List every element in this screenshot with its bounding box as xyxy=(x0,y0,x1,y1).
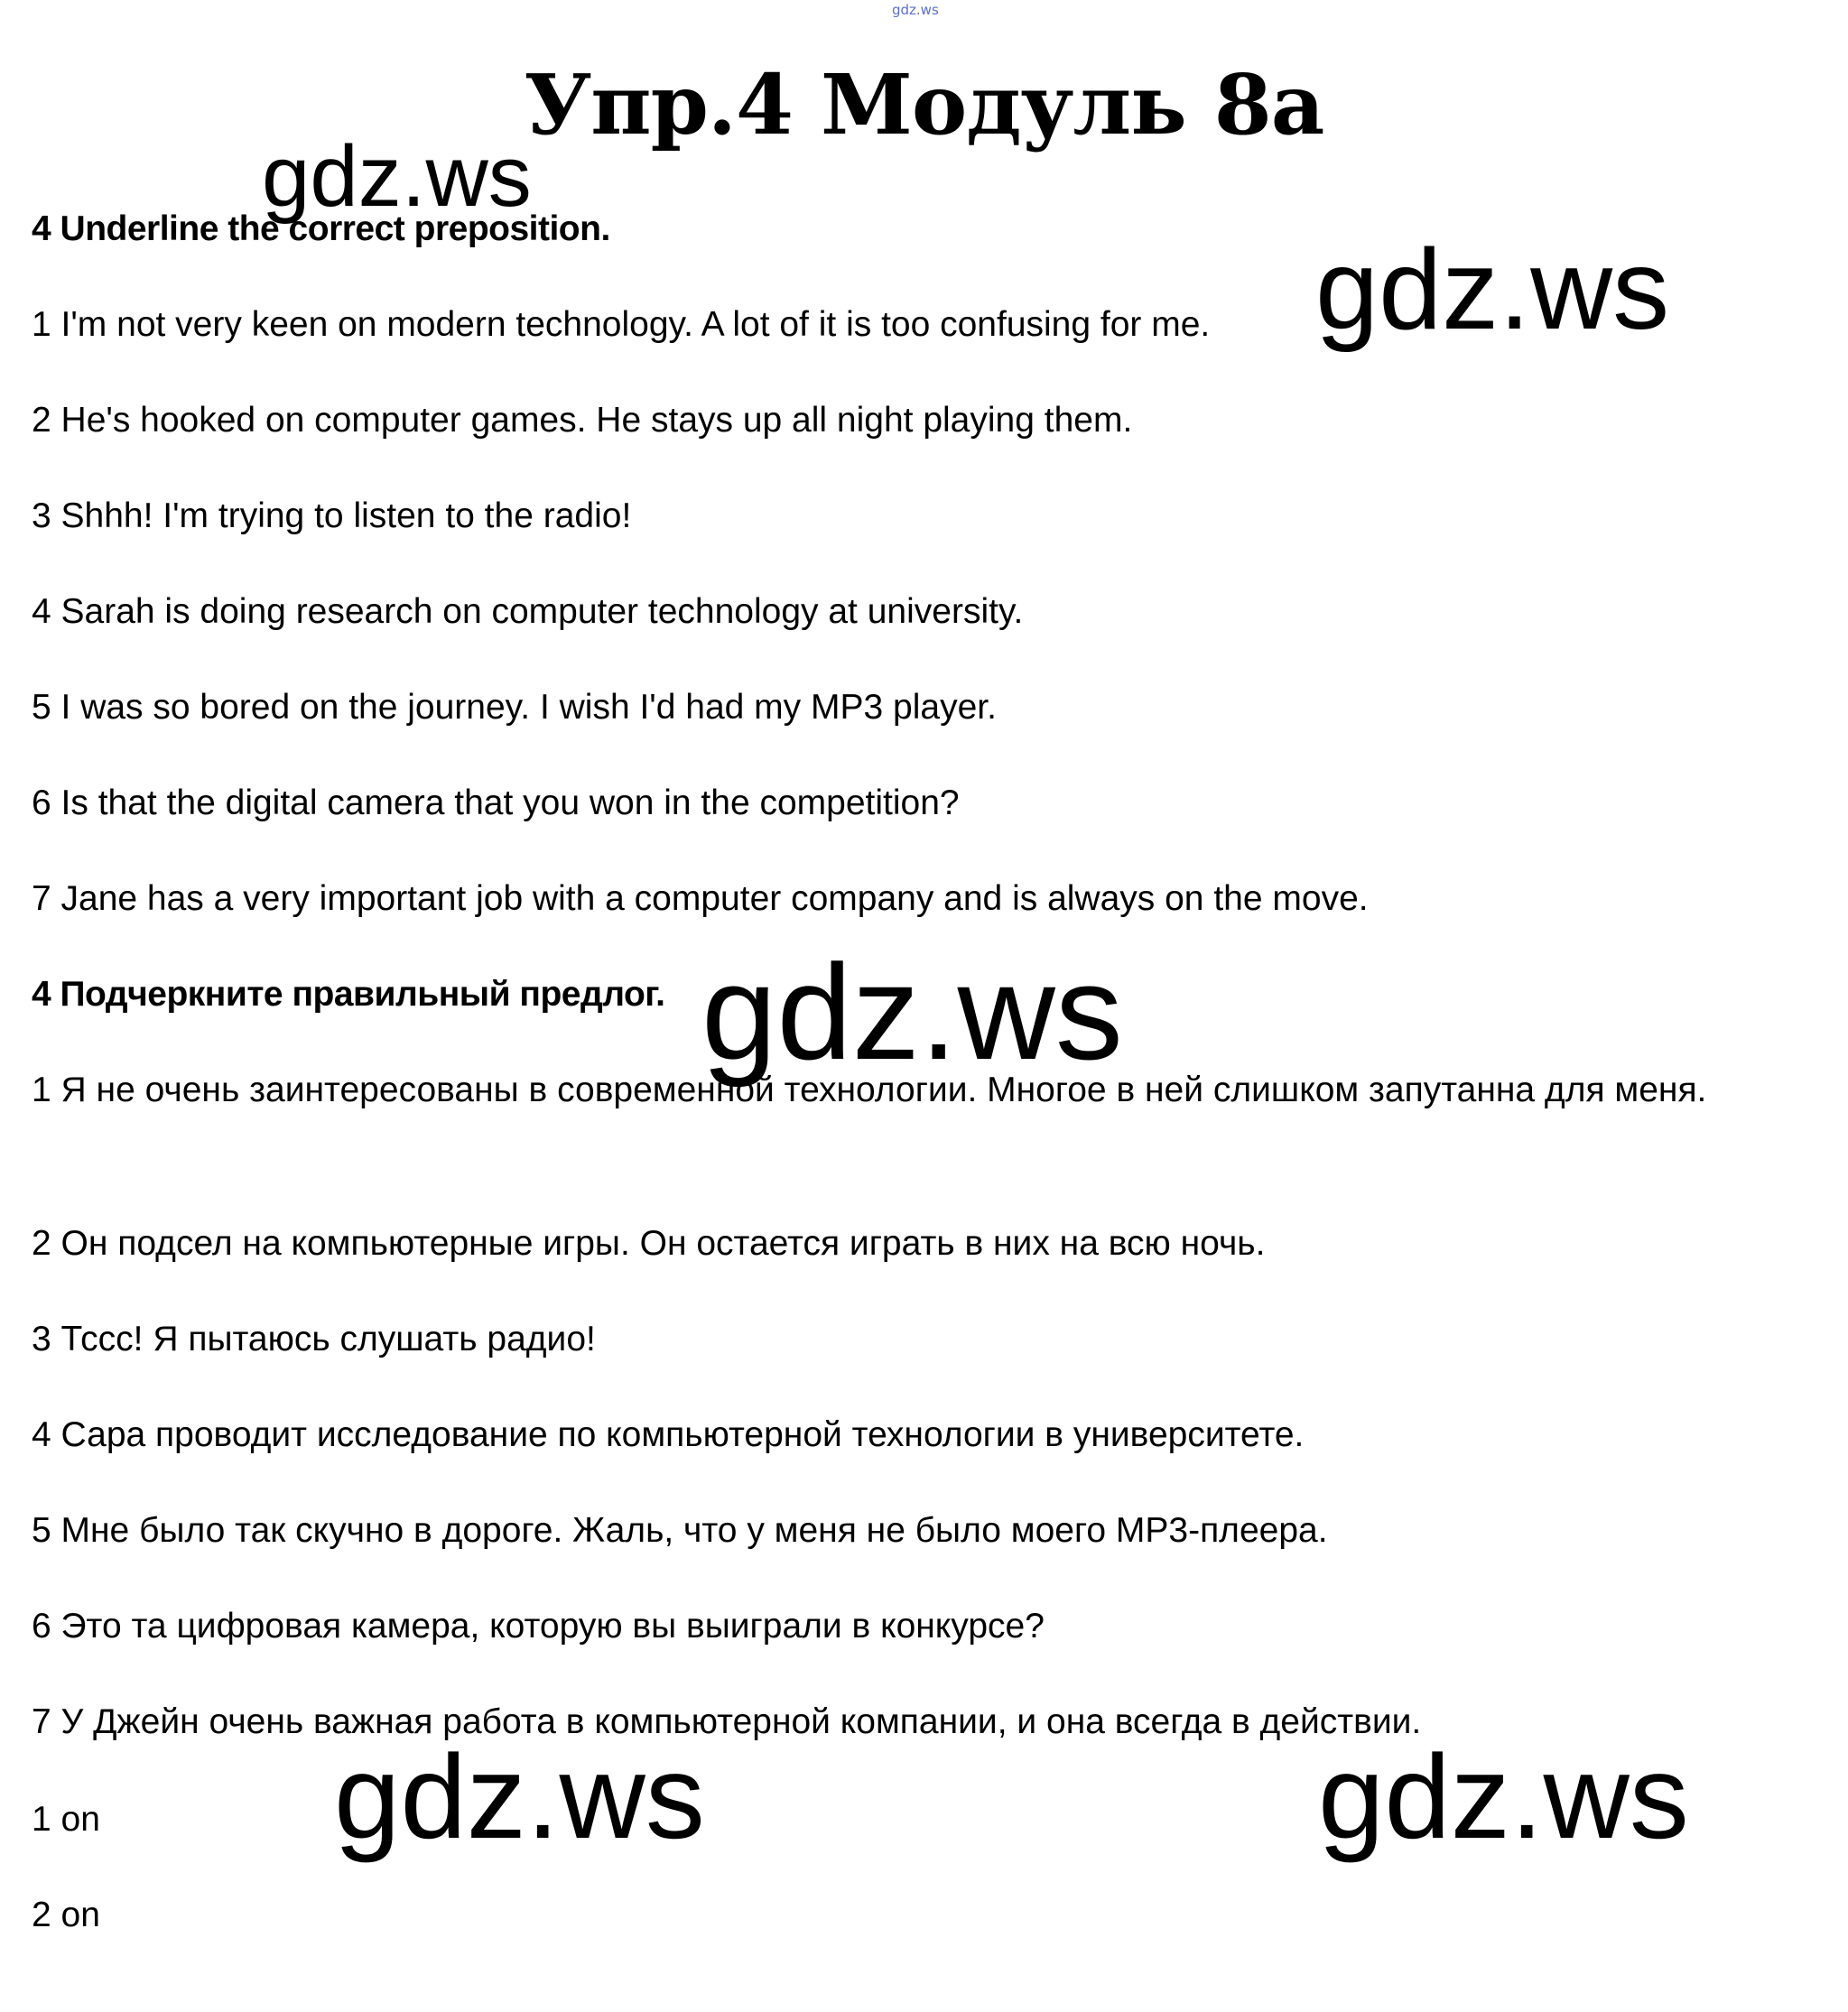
exercise-item-english: 5 I was so bored on the journey. I wish I'd had my MP3 player. xyxy=(32,688,997,727)
watermark: gdz.ws xyxy=(1315,226,1670,353)
exercise-item-english: 7 Jane has a very important job with a computer company and is always on the move. xyxy=(32,879,1369,918)
exercise-item-english: 4 Sarah is doing research on computer technology at university. xyxy=(32,592,1024,631)
exercise-heading-english: 4 Underline the correct preposition. xyxy=(32,209,610,248)
answer-item: 2 on xyxy=(32,1896,100,1934)
exercise-item-russian: 2 Он подсел на компьютерные игры. Он остается играть в них на всю ночь. xyxy=(32,1224,1266,1263)
watermark: gdz.ws xyxy=(1318,1730,1689,1863)
exercise-item-english: 3 Shhh! I'm trying to listen to the radio! xyxy=(32,496,632,535)
page-title: Упр.4 Модуль 8a xyxy=(524,56,1324,153)
exercise-item-russian: 7 У Джейн очень важная работа в компьютерной компании, и она всегда в действии. xyxy=(32,1702,1422,1741)
answer-item: 1 on xyxy=(32,1800,100,1839)
watermark: gdz.ws xyxy=(262,128,532,225)
header-watermark: gdz.ws xyxy=(892,2,939,18)
exercise-item-english: 1 I'm not very keen on modern technology. A lot of it is too confusing for me. xyxy=(32,305,1211,344)
exercise-item-english: 6 Is that the digital camera that you won in the competition? xyxy=(32,783,960,822)
exercise-heading-russian: 4 Подчеркните правильный предлог. xyxy=(32,975,665,1014)
exercise-item-russian: 3 Тссс! Я пытаюсь слушать радио! xyxy=(32,1320,596,1358)
exercise-item-russian: 1 Я не очень заинтересованы в современной технологии. Многое в ней слишком запутанна для меня. xyxy=(32,1071,1707,1109)
exercise-item-russian: 6 Это та цифровая камера, которую вы выиграли в конкурсе? xyxy=(32,1607,1045,1646)
watermark: gdz.ws xyxy=(334,1730,705,1863)
exercise-item-russian: 5 Мне было так скучно в дороге. Жаль, что у меня не было моего МР3-плеера. xyxy=(32,1511,1328,1550)
exercise-item-english: 2 He's hooked on computer games. He stays up all night playing them. xyxy=(32,401,1133,440)
watermark: gdz.ws xyxy=(701,936,1123,1088)
exercise-item-russian: 4 Сара проводит исследование по компьютерной технологии в университете. xyxy=(32,1415,1305,1454)
